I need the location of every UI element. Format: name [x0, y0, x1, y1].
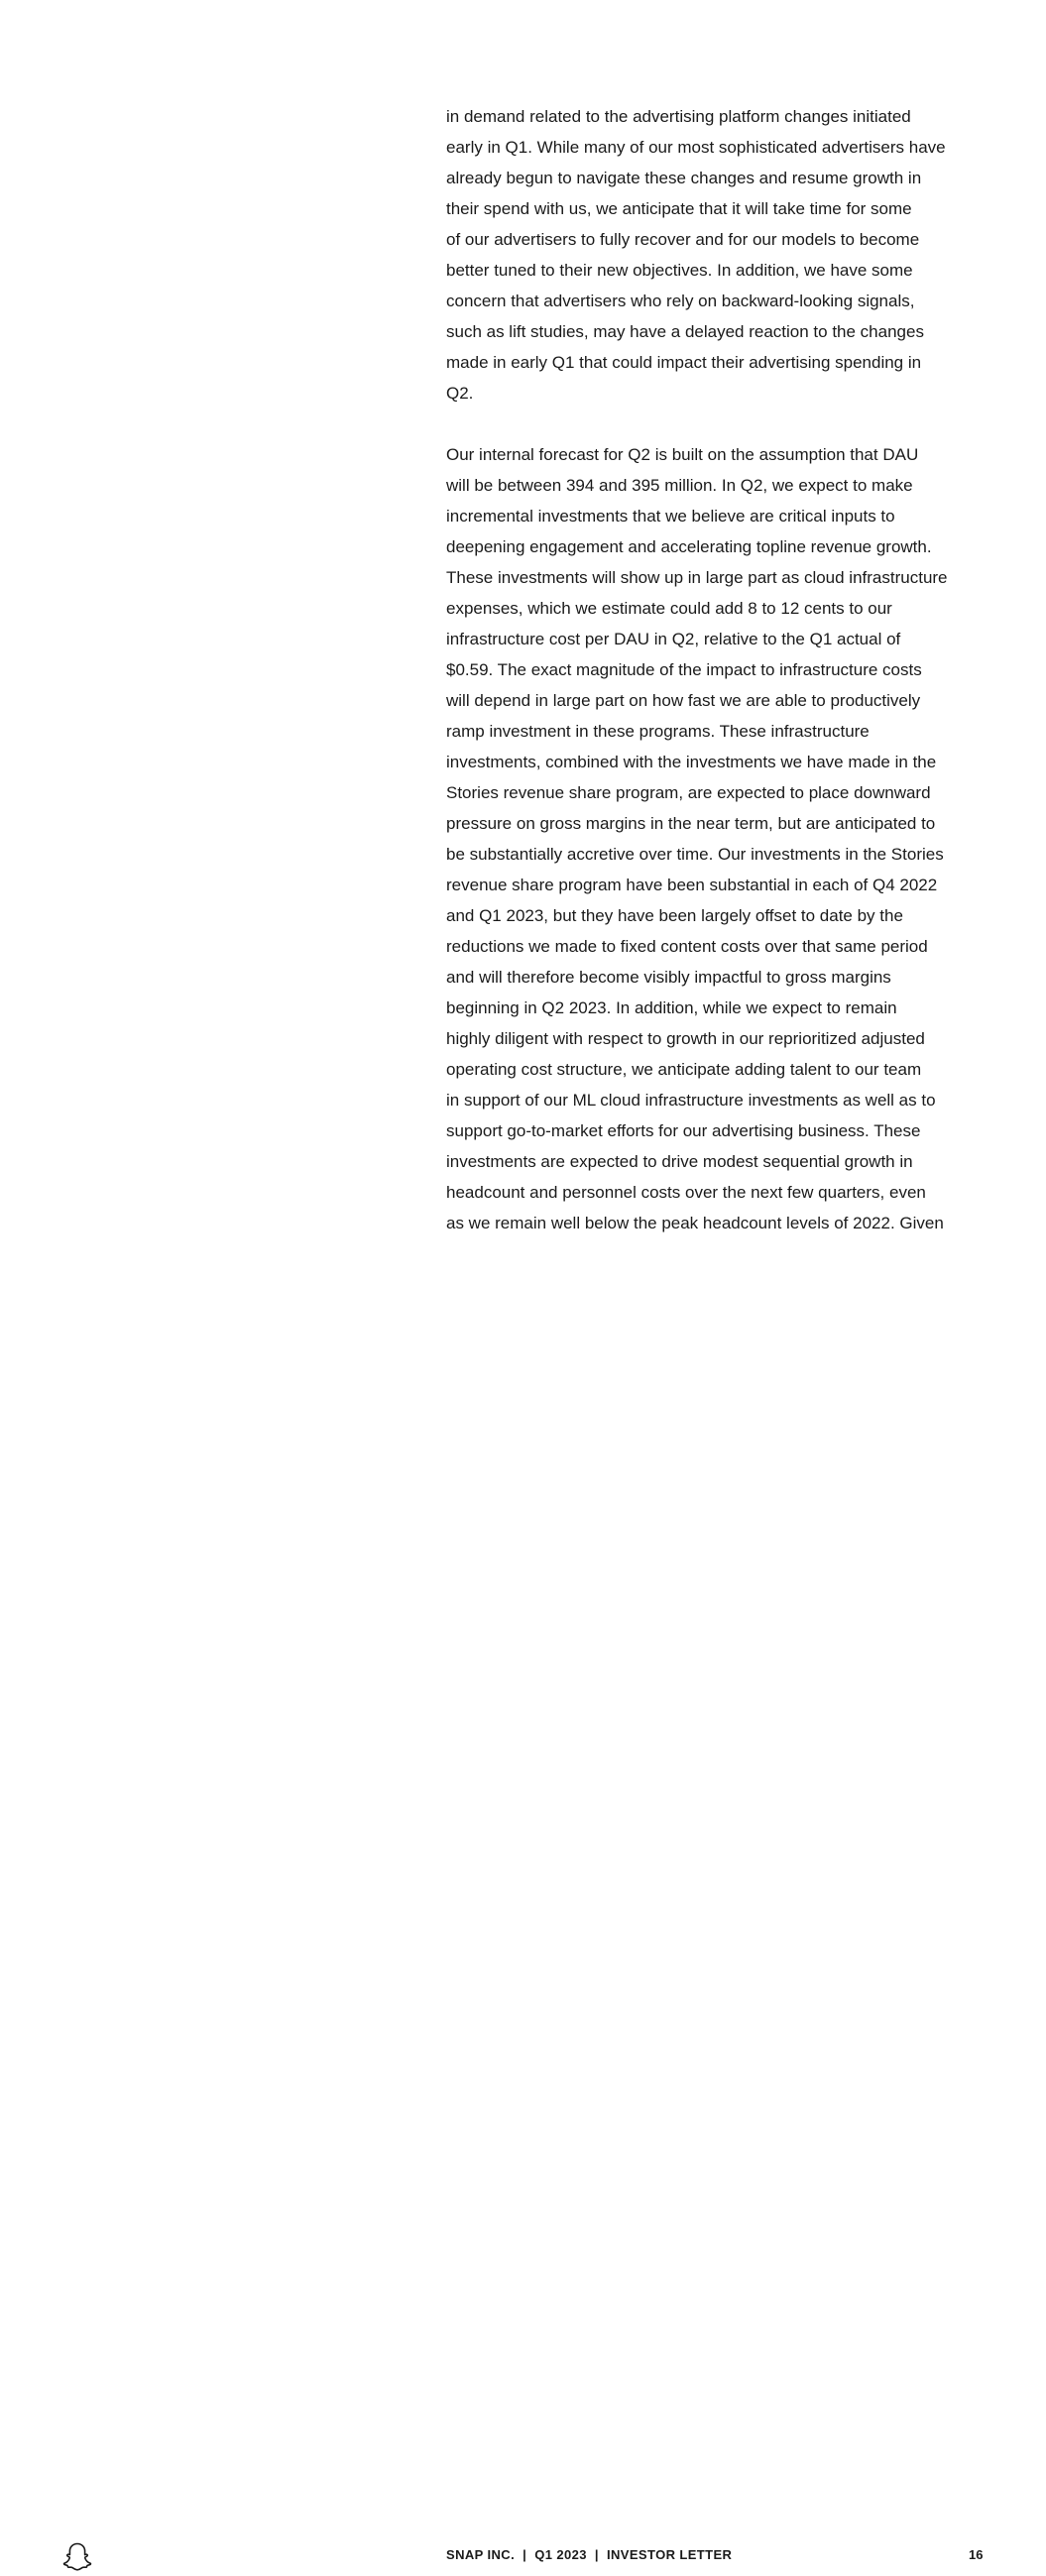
footer-separator: | — [594, 2547, 599, 2562]
text-line: reductions we made to fixed content costs over that same period — [446, 937, 928, 956]
text-line: expenses, which we estimate could add 8 to 12 cents to our — [446, 599, 892, 618]
text-line: beginning in Q2 2023. In addition, while we expect to remain — [446, 998, 897, 1017]
text-line: infrastructure cost per DAU in Q2, relative to the Q1 actual of — [446, 630, 901, 648]
text-line: $0.59. The exact magnitude of the impact to infrastructure costs — [446, 660, 922, 679]
text-line: made in early Q1 that could impact their advertising spending in — [446, 353, 922, 372]
snapchat-ghost-icon — [59, 2540, 95, 2576]
page-number: 16 — [969, 2547, 984, 2562]
text-line: These investments will show up in large part as cloud infrastructure — [446, 568, 948, 587]
footer-document: INVESTOR LETTER — [606, 2547, 733, 2562]
text-line: deepening engagement and accelerating topline revenue growth. — [446, 537, 932, 556]
text-line: and will therefore become visibly impactful to gross margins — [446, 968, 891, 987]
text-line: operating cost structure, we anticipate adding talent to our team — [446, 1060, 922, 1079]
footer-company: SNAP INC. — [446, 2547, 516, 2562]
body-text — [446, 101, 1001, 1238]
text-line: ramp investment in these programs. These infrastructure — [446, 722, 870, 741]
text-line: Our internal forecast for Q2 is built on the assumption that DAU — [446, 445, 919, 464]
text-line: incremental investments that we believe are critical inputs to — [446, 507, 895, 526]
text-line: in support of our ML cloud infrastructure investments as well as to — [446, 1091, 936, 1110]
text-line: of our advertisers to fully recover and for our models to become — [446, 230, 920, 249]
text-line: concern that advertisers who rely on backward-looking signals, — [446, 292, 915, 310]
footer-quarter: Q1 2023 — [534, 2547, 587, 2562]
text-line: better tuned to their new objectives. In addition, we have some — [446, 261, 913, 280]
text-line: support go-to-market efforts for our advertising business. These — [446, 1121, 921, 1140]
text-line: will be between 394 and 395 million. In Q2, we expect to make — [446, 476, 913, 495]
text-line: early in Q1. While many of our most sophisticated advertisers have — [446, 138, 946, 157]
text-line: pressure on gross margins in the near term, but are anticipated to — [446, 814, 936, 833]
text-line: highly diligent with respect to growth in our reprioritized adjusted — [446, 1029, 925, 1048]
text-line: as we remain well below the peak headcount levels of 2022. Given — [446, 1214, 944, 1232]
paragraph — [446, 101, 1001, 409]
text-line: such as lift studies, may have a delayed reaction to the changes — [446, 322, 924, 341]
text-line: Stories revenue share program, are expected to place downward — [446, 783, 931, 802]
page-footer — [0, 1269, 1046, 2562]
text-line: their spend with us, we anticipate that it will take time for some — [446, 199, 912, 218]
footer-separator: | — [523, 2547, 527, 2562]
paragraph-spacer — [446, 409, 1001, 439]
text-line: and Q1 2023, but they have been largely offset to date by the — [446, 906, 903, 925]
text-line: investments are expected to drive modest sequential growth in — [446, 1152, 913, 1171]
text-line: Q2. — [446, 384, 474, 403]
text-line: revenue share program have been substantial in each of Q4 2022 — [446, 876, 938, 894]
text-line: will depend in large part on how fast we are able to productively — [446, 691, 921, 710]
text-line: be substantially accretive over time. Our investments in the Stories — [446, 845, 944, 864]
paragraph — [446, 439, 1001, 1238]
footer-document-label — [446, 2547, 732, 2562]
text-line: headcount and personnel costs over the next few quarters, even — [446, 1183, 926, 1202]
text-line: in demand related to the advertising platform changes initiated — [446, 107, 911, 126]
text-line: investments, combined with the investments we have made in the — [446, 753, 937, 771]
text-line: already begun to navigate these changes and resume growth in — [446, 169, 922, 187]
